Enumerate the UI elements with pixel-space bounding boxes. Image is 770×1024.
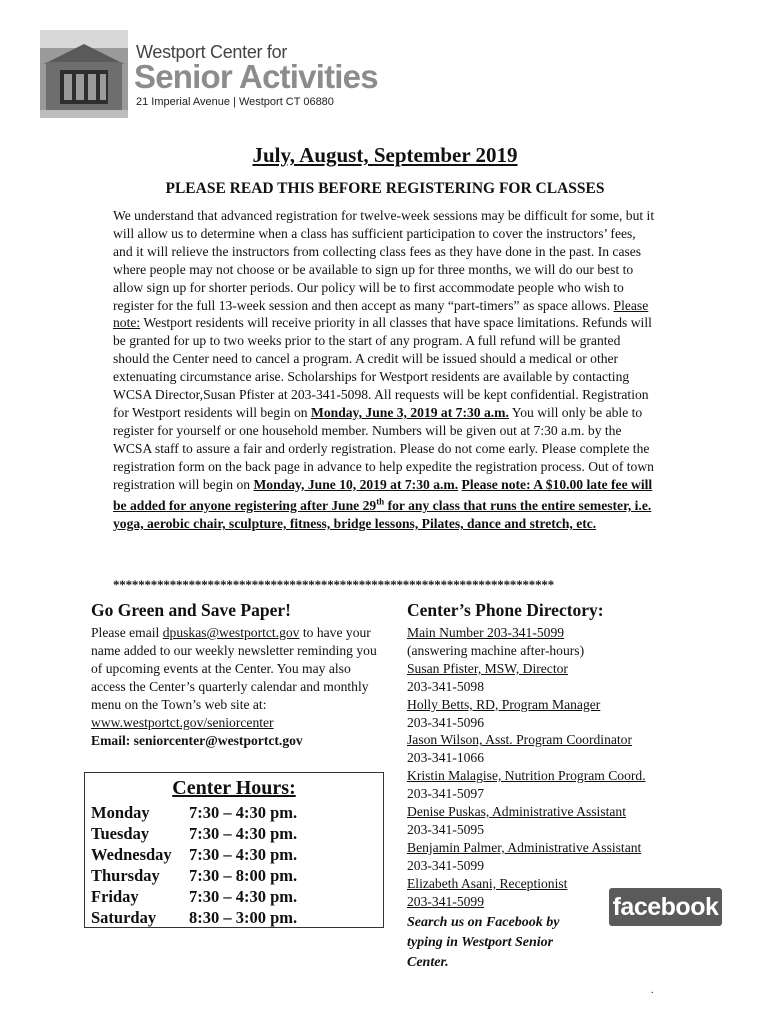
go-green-heading: Go Green and Save Paper! xyxy=(91,600,291,620)
center-hours-box xyxy=(84,772,384,928)
directory-phone[interactable]: 203-341-5099 xyxy=(407,893,485,909)
directory-phone: 203-341-5096 xyxy=(407,714,485,730)
out-of-town-registration-date: Monday, June 10, 2019 at 7:30 a.m. xyxy=(253,476,459,492)
website-link[interactable]: www.westportct.gov/seniorcenter xyxy=(91,715,274,730)
hours-row: Saturday 8:30 – 3:00 pm. xyxy=(91,908,298,927)
email-link[interactable]: dpuskas@westportct.gov xyxy=(162,625,300,640)
registration-paragraph-1: We understand that advanced registration for twelve-week sessions may be difficult for some, but it will allow us to determine when a class has sufficient participation to cover the instructors’ fees, and it will relieve the instructors from collecting class fees as they have done in the past. In cases where people may not choose or be available to sign up for three months, we will do our best to allow sign up for shorter periods. Our policy will be to first accommodate people who wish to register for the full 13-week session and then accept as many “part-timers” as space allows. xyxy=(113,208,655,313)
registration-paragraph-2: Westport residents will receive priority in all classes that have space limitations. Refunds will be granted for up to two weeks prior to the start of any program. A full refund will be granted should the Center need to cancel a program. A credit will be issued should a medical or other extenuating circumstance arise. Scholarships for Westport residents are available by contacting WCSA Director,Susan Pfister at 203-341-5098. All requests will be kept confidential. Registration for Westport residents will begin on xyxy=(113,315,652,420)
resident-registration-date: Monday, June 3, 2019 at 7:30 a.m. xyxy=(311,404,509,420)
directory-name[interactable]: Kristin Malagise, Nutrition Program Coord. xyxy=(407,768,646,784)
directory-phone: 203-341-1066 xyxy=(407,750,485,766)
please-note-label: Please note: xyxy=(113,297,649,331)
main-number-note: (answering machine after-hours) xyxy=(407,642,585,658)
facebook-search-text: Search us on Facebook by typing in Westport Senior Center. xyxy=(407,914,560,970)
registration-info xyxy=(113,207,658,533)
directory-name[interactable]: Susan Pfister, MSW, Director xyxy=(407,660,568,676)
hours-row: Tuesday 7:30 – 4:30 pm. xyxy=(91,824,298,843)
registration-paragraph-3: You will only be able to register for yourself or one household member. Numbers will be given out at 7:30 a.m. by the WCSA staff to assure a fair and orderly registration. Please do not come early. Please complete the registration form on the back page in advance to help expedite the registration process. Out of town registration will begin on xyxy=(113,404,654,492)
hours-row: Monday 7:30 – 4:30 pm. xyxy=(91,803,298,822)
directory-name[interactable]: Holly Betts, RD, Program Manager xyxy=(407,696,601,712)
center-email: Email: seniorcenter@westportct.gov xyxy=(91,733,303,748)
org-name-line2: Senior Activities xyxy=(134,58,378,95)
directory-name[interactable]: Denise Puskas, Administrative Assistant xyxy=(407,804,627,820)
center-hours-title: Center Hours: xyxy=(172,777,296,799)
main-number[interactable]: Main Number 203-341-5099 xyxy=(407,625,565,640)
directory-phone: 203-341-5095 xyxy=(407,821,485,837)
org-name-line1: Westport Center for xyxy=(136,42,288,62)
directory-phone: 203-341-5099 xyxy=(407,857,485,873)
go-green-text: Please email dpuskas@westportct.gov to have your name added to our weekly newsletter reminding you of upcoming events at the Center. You may also access the Center’s quarterly calendar and monthly menu on the Town’s web site at: www.westportct.gov/seniorcenter xyxy=(91,625,377,730)
page-subtitle: PLEASE READ THIS BEFORE REGISTERING FOR CLASSES xyxy=(165,180,605,197)
hours-row: Friday 7:30 – 4:30 pm. xyxy=(91,887,298,906)
page-title: July, August, September 2019 xyxy=(252,143,518,167)
hours-row: Thursday 7:30 – 8:00 pm. xyxy=(91,866,298,885)
footer-dot: . xyxy=(651,985,654,996)
late-fee-note: Please note: A $10.00 late fee will be added for anyone registering after June 29th for any class that runs the entire semester, i.e. yoga, aerobic chair, sculpture, fitness, bridge lessons, Pilates, dance and stretch, etc. xyxy=(113,476,653,531)
hours-row: Wednesday 7:30 – 4:30 pm. xyxy=(91,845,298,864)
directory-phone: 203-341-5098 xyxy=(407,678,485,694)
org-address: 21 Imperial Avenue | Westport CT 06880 xyxy=(136,96,334,108)
directory-name[interactable]: Benjamin Palmer, Administrative Assistant xyxy=(407,839,642,855)
phone-directory-heading: Center’s Phone Directory: xyxy=(407,600,604,620)
directory-name[interactable]: Elizabeth Asani, Receptionist xyxy=(407,875,568,891)
facebook-logo-icon[interactable]: facebook xyxy=(609,888,722,926)
directory-phone: 203-341-5097 xyxy=(407,786,485,802)
header xyxy=(40,30,400,118)
go-green-section xyxy=(91,600,381,750)
divider-stars: ********************************************************************** xyxy=(113,577,555,592)
directory-name[interactable]: Jason Wilson, Asst. Program Coordinator xyxy=(407,732,633,748)
building-photo-icon xyxy=(40,30,128,118)
